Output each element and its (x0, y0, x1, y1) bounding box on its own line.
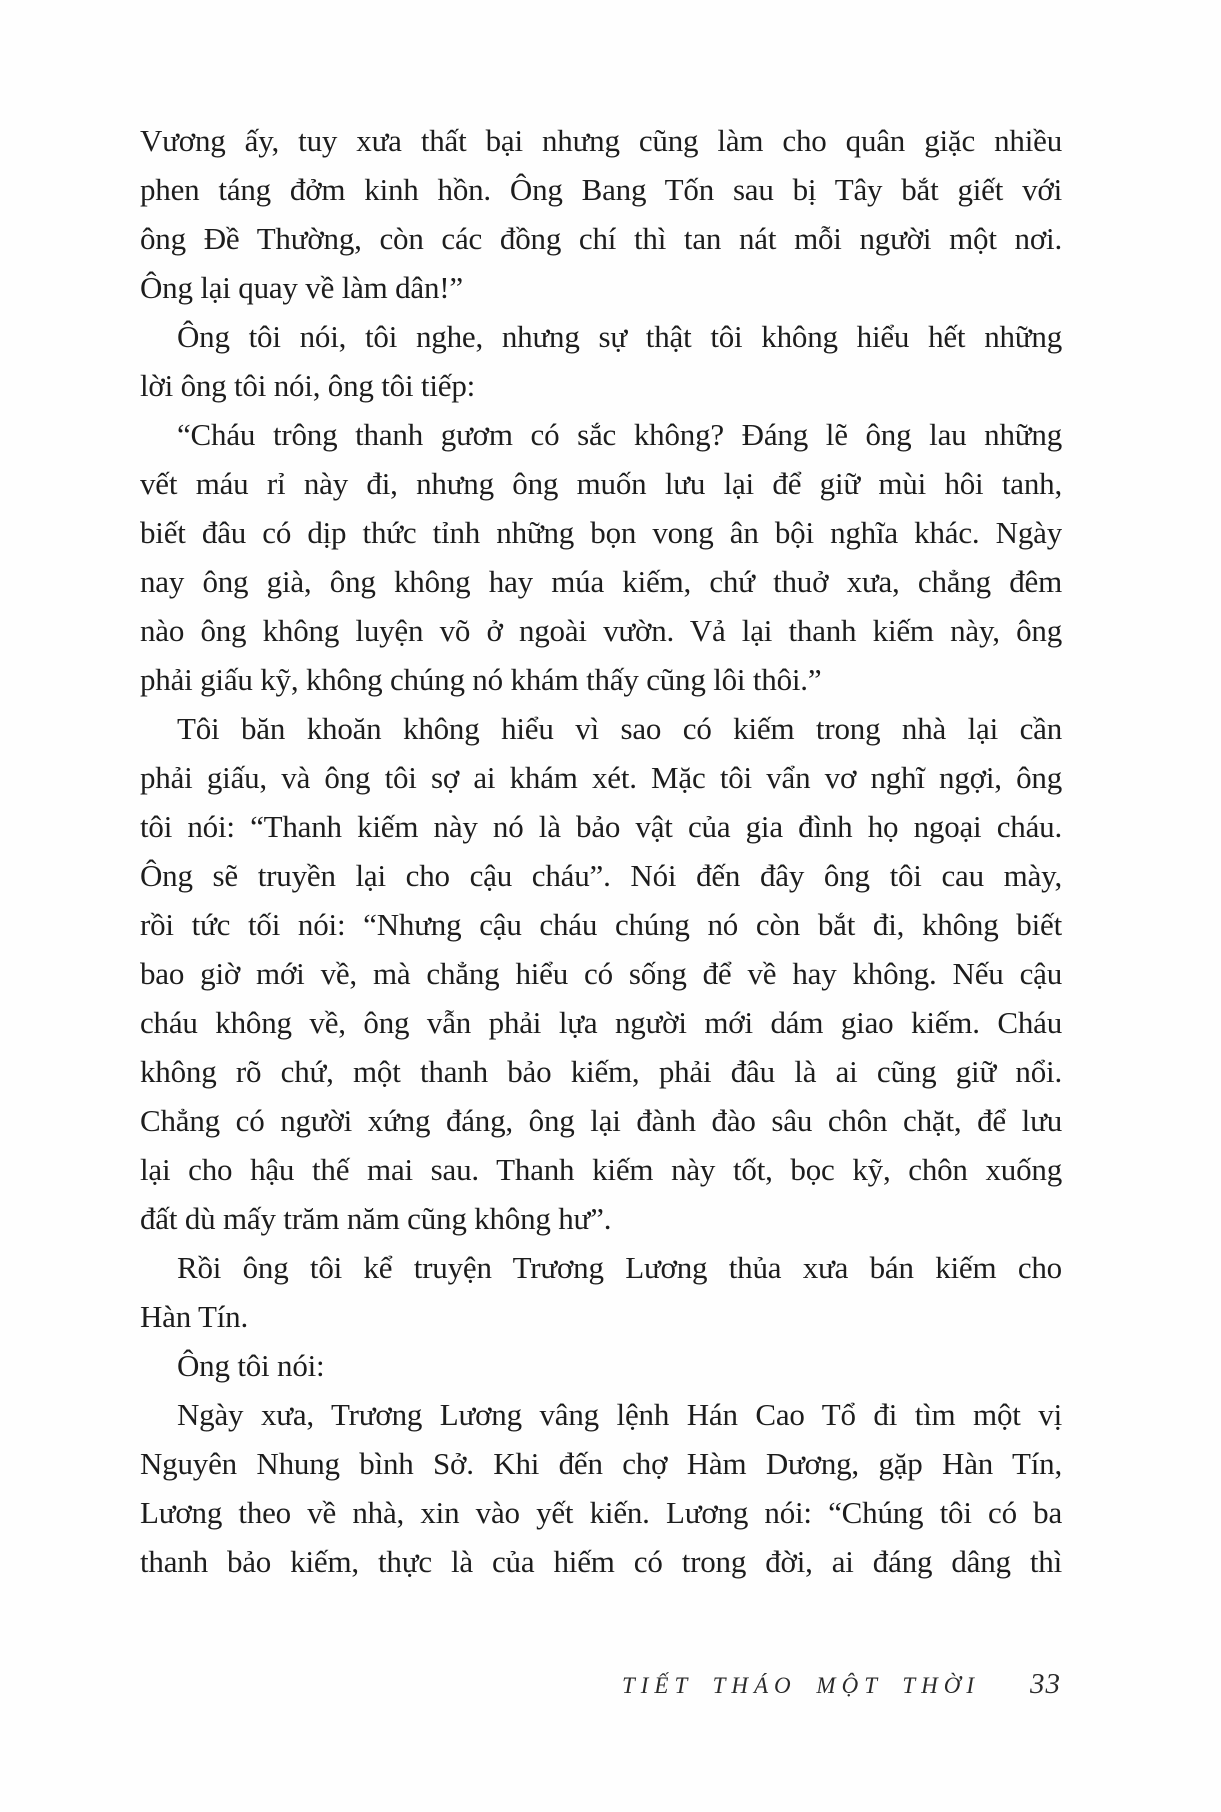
text-line: Chẳng có người xứng đáng, ông lại đành đào sâu chôn chặt, để lưu (140, 1103, 1062, 1138)
text-line: phải giấu kỹ, không chúng nó khám thấy cũng lôi thôi.” (140, 662, 822, 697)
text-line: lại cho hậu thế mai sau. Thanh kiếm này tốt, bọc kỹ, chôn xuống (140, 1152, 1062, 1187)
paragraph (140, 1341, 1062, 1390)
text-line: vết máu rỉ này đi, nhưng ông muốn lưu lại để giữ mùi hôi tanh, (140, 466, 1062, 501)
paragraph (140, 1243, 1062, 1341)
text-line: phen táng đởm kinh hồn. Ông Bang Tốn sau bị Tây bắt giết với (140, 172, 1062, 207)
text-line: Hàn Tín. (140, 1299, 249, 1334)
text-line: ông Đề Thường, còn các đồng chí thì tan nát mỗi người một nơi. (140, 221, 1062, 256)
text-line: phải giấu, và ông tôi sợ ai khám xét. Mặc tôi vẩn vơ nghĩ ngợi, ông (140, 760, 1062, 795)
text-line: đất dù mấy trăm năm cũng không hư”. (140, 1201, 612, 1236)
text-line: nào ông không luyện võ ở ngoài vườn. Vả lại thanh kiếm này, ông (140, 613, 1062, 648)
paragraph (140, 704, 1062, 1243)
text-line: Ông sẽ truyền lại cho cậu cháu”. Nói đến đây ông tôi cau mày, (140, 858, 1062, 893)
paragraph (140, 1390, 1062, 1586)
text-line: Ngày xưa, Trương Lương vâng lệnh Hán Cao Tổ đi tìm một vị (177, 1397, 1062, 1432)
text-line: Vương ấy, tuy xưa thất bại nhưng cũng làm cho quân giặc nhiều (140, 123, 1062, 158)
text-line: Ông lại quay về làm dân!” (140, 270, 463, 305)
paragraph (140, 410, 1062, 704)
page-body (140, 116, 1062, 1586)
text-line: Ông tôi nói: (177, 1348, 325, 1383)
page-footer (622, 1668, 1061, 1701)
text-line: Lương theo về nhà, xin vào yết kiến. Lương nói: “Chúng tôi có ba (140, 1495, 1062, 1530)
text-line: bao giờ mới về, mà chẳng hiểu có sống để về hay không. Nếu cậu (140, 956, 1062, 991)
page-number: 33 (1030, 1668, 1061, 1700)
text-line: rồi tức tối nói: “Nhưng cậu cháu chúng nó còn bắt đi, không biết (140, 907, 1062, 942)
text-line: cháu không về, ông vẫn phải lựa người mới dám giao kiếm. Cháu (140, 1005, 1062, 1040)
paragraph (140, 116, 1062, 312)
text-line: Nguyên Nhung bình Sở. Khi đến chợ Hàm Dương, gặp Hàn Tín, (140, 1446, 1062, 1481)
text-line: “Cháu trông thanh gươm có sắc không? Đáng lẽ ông lau những (177, 417, 1062, 452)
text-line: Tôi băn khoăn không hiểu vì sao có kiếm trong nhà lại cần (177, 711, 1062, 746)
text-line: thanh bảo kiếm, thực là của hiếm có trong đời, ai đáng dâng thì (140, 1544, 1062, 1579)
paragraph (140, 312, 1062, 410)
text-line: tôi nói: “Thanh kiếm này nó là bảo vật của gia đình họ ngoại cháu. (140, 809, 1062, 844)
text-line: nay ông già, ông không hay múa kiếm, chứ thuở xưa, chẳng đêm (140, 564, 1062, 599)
text-line: Ông tôi nói, tôi nghe, nhưng sự thật tôi không hiểu hết những (177, 319, 1062, 354)
text-line: lời ông tôi nói, ông tôi tiếp: (140, 368, 476, 403)
text-line: biết đâu có dịp thức tỉnh những bọn vong ân bội nghĩa khác. Ngày (140, 515, 1062, 550)
running-title: TIẾT THÁO MỘT THỜI (621, 1673, 980, 1698)
text-line: Rồi ông tôi kể truyện Trương Lương thủa xưa bán kiếm cho (177, 1250, 1062, 1285)
text-line: không rõ chứ, một thanh bảo kiếm, phải đâu là ai cũng giữ nổi. (140, 1054, 1062, 1089)
